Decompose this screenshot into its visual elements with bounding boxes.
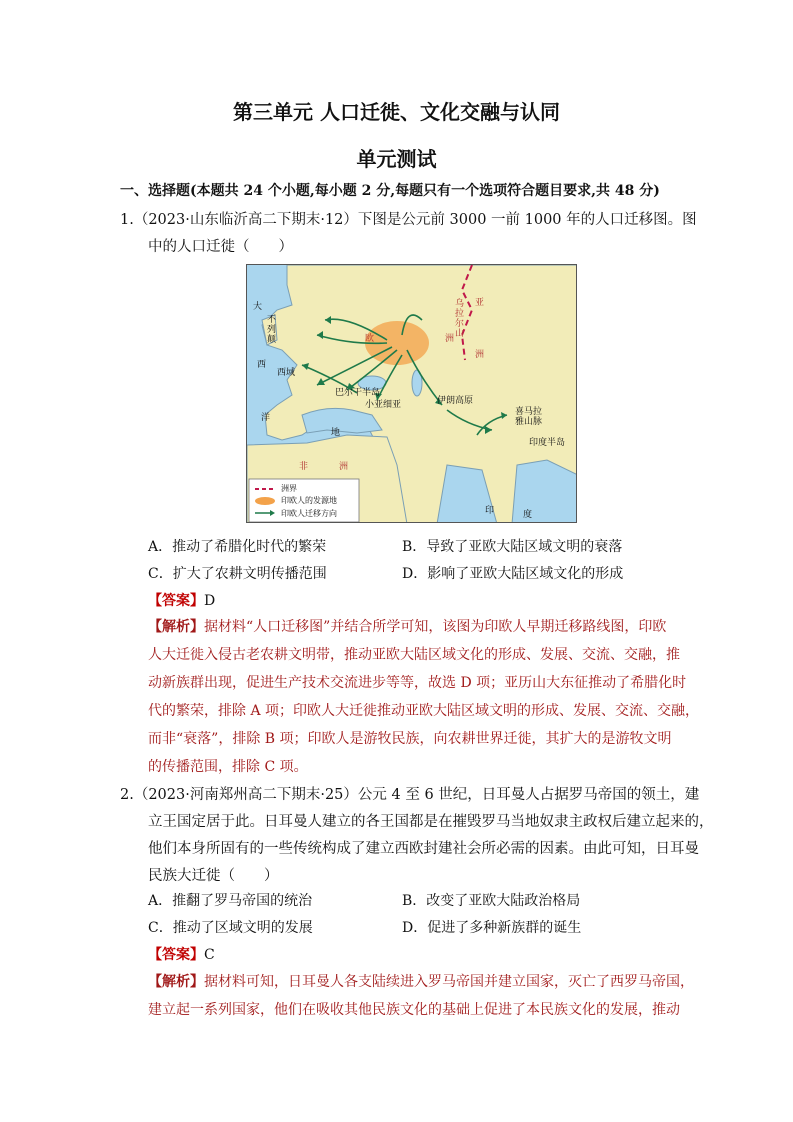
map-label-asia: 亚 (475, 298, 485, 308)
map-label-africa: 非 (299, 462, 309, 472)
map-label-indian-ocean: 印 (485, 506, 495, 516)
q1-option-b: B．导致了亚欧大陆区域文明的衰落 (402, 539, 623, 555)
q2-explanation-text: 据材料可知，日耳曼人各支陆续进入罗马帝国并建立国家，灭亡了西罗马帝国， (204, 974, 694, 990)
map-label-himalaya: 喜马拉雅山脉 (515, 407, 543, 427)
q1-explanation-line5: 而非“衰落”，排除 B 项；印欧人是游牧民族，向农耕世界迁徙，其扩大的是游牧文明 (148, 731, 672, 747)
map-label-europe-2: 洲 (445, 334, 455, 344)
page-title: 第三单元 人口迁徙、文化交融与认同 (233, 100, 560, 124)
question-1-stem-line1: 1.（2023·山东临沂高二下期末·12）下图是公元前 3000 一前 1000 年的人口迁移图。图 (120, 212, 697, 228)
legend-origin-label: 印欧人的发源地 (281, 496, 337, 505)
map-label-indian-ocean-2: 度 (523, 510, 533, 520)
q1-answer-value: D (204, 593, 216, 609)
question-2-stem-line4: 民族大迁徙（ ） (148, 868, 279, 884)
map-label-britain: 不列颠 (267, 315, 277, 345)
q1-explanation-line1 (148, 616, 666, 636)
q2-answer (148, 944, 215, 964)
map-label-india: 印度半岛 (529, 438, 566, 448)
q2-option-c: C．推动了区域文明的发展 (148, 920, 313, 936)
legend-route-label: 印欧人迁移方向 (281, 509, 337, 518)
map-label-mediterranean: 地 (331, 428, 341, 438)
map-label-iran: 伊朗高原 (437, 396, 474, 406)
legend-border-label: 洲界 (281, 484, 297, 493)
question-2-stem-line1: 2.（2023·河南郑州高二下期末·25）公元 4 至 6 世纪，日耳曼人占据罗马帝国的领土，建 (120, 787, 700, 803)
section-heading: 一、选择题(本题共 24 个小题,每小题 2 分,每题只有一个选项符合题目要求,共 48 分) (120, 183, 660, 199)
q1-explanation-line6: 的传播范围，排除 C 项。 (148, 759, 308, 775)
q2-option-a: A．推翻了罗马帝国的统治 (148, 893, 313, 909)
map-label-africa-2: 洲 (339, 462, 349, 472)
q2-explanation-line2: 建立起一系列国家，他们在吸收其他民族文化的基础上促进了本民族文化的发展，推动 (148, 1002, 680, 1018)
q1-option-d: D．影响了亚欧大陆区域文化的形成 (402, 566, 624, 582)
q1-option-a: A．推动了希腊化时代的繁荣 (148, 539, 327, 555)
q1-answer-tag: 【答案】 (148, 593, 204, 609)
map-label-balkan: 巴尔干半岛 (335, 388, 381, 398)
map-label-atlantic: 大 (253, 302, 263, 312)
map-label-atlantic-2: 西 (257, 360, 267, 370)
map-label-westeurope: 西域 (277, 368, 296, 378)
q2-answer-value: C (204, 947, 215, 963)
map-label-asia-2: 洲 (475, 350, 485, 360)
question-2-stem-line3: 他们本身所固有的一些传统构成了建立西欧封建社会所必需的因素。由此可知，日耳曼 (148, 841, 699, 857)
map-label-ural: 乌拉尔山 (455, 299, 465, 339)
q1-answer (148, 590, 215, 610)
q1-explanation-text: 据材料“人口迁移图”并结合所学可知，该图为印欧人早期迁移路线图，印欧 (204, 619, 667, 635)
map-label-europe: 欧 (365, 334, 375, 344)
q1-explanation-line3: 动新族群出现，促进生产技术交流进步等等，故选 D 项；亚历山大东征推动了希腊化时 (148, 675, 687, 691)
map-label-anatolia: 小亚细亚 (365, 400, 402, 410)
q1-explanation-line2: 人大迁徙入侵古老农耕文明带，推动亚欧大陆区域文化的形成、发展、交流、交融，推 (148, 647, 680, 663)
migration-map (246, 264, 577, 523)
page-subtitle: 单元测试 (356, 147, 437, 171)
q2-explanation-line1 (148, 971, 694, 991)
q1-explanation-line4: 代的繁荣，排除 A 项；印欧人大迁徙推动亚欧大陆区域文明的形成、发展、交流、交融， (148, 703, 700, 719)
map-label-atlantic-3: 洋 (261, 413, 271, 423)
q1-option-c: C．扩大了农耕文明传播范围 (148, 566, 327, 582)
question-1-stem-line2: 中的人口迁徙（ ） (148, 239, 293, 255)
q2-option-b: B．改变了亚欧大陆政治格局 (402, 893, 581, 909)
q2-answer-tag: 【答案】 (148, 947, 204, 963)
question-2-stem-line2: 立王国定居于此。日耳曼人建立的各王国都是在摧毁罗马当地奴隶主政权后建立起来的， (148, 814, 714, 830)
q2-option-d: D．促进了多种新族群的诞生 (402, 920, 582, 936)
q2-explanation-tag: 【解析】 (148, 974, 204, 990)
q1-explanation-tag: 【解析】 (148, 619, 204, 635)
